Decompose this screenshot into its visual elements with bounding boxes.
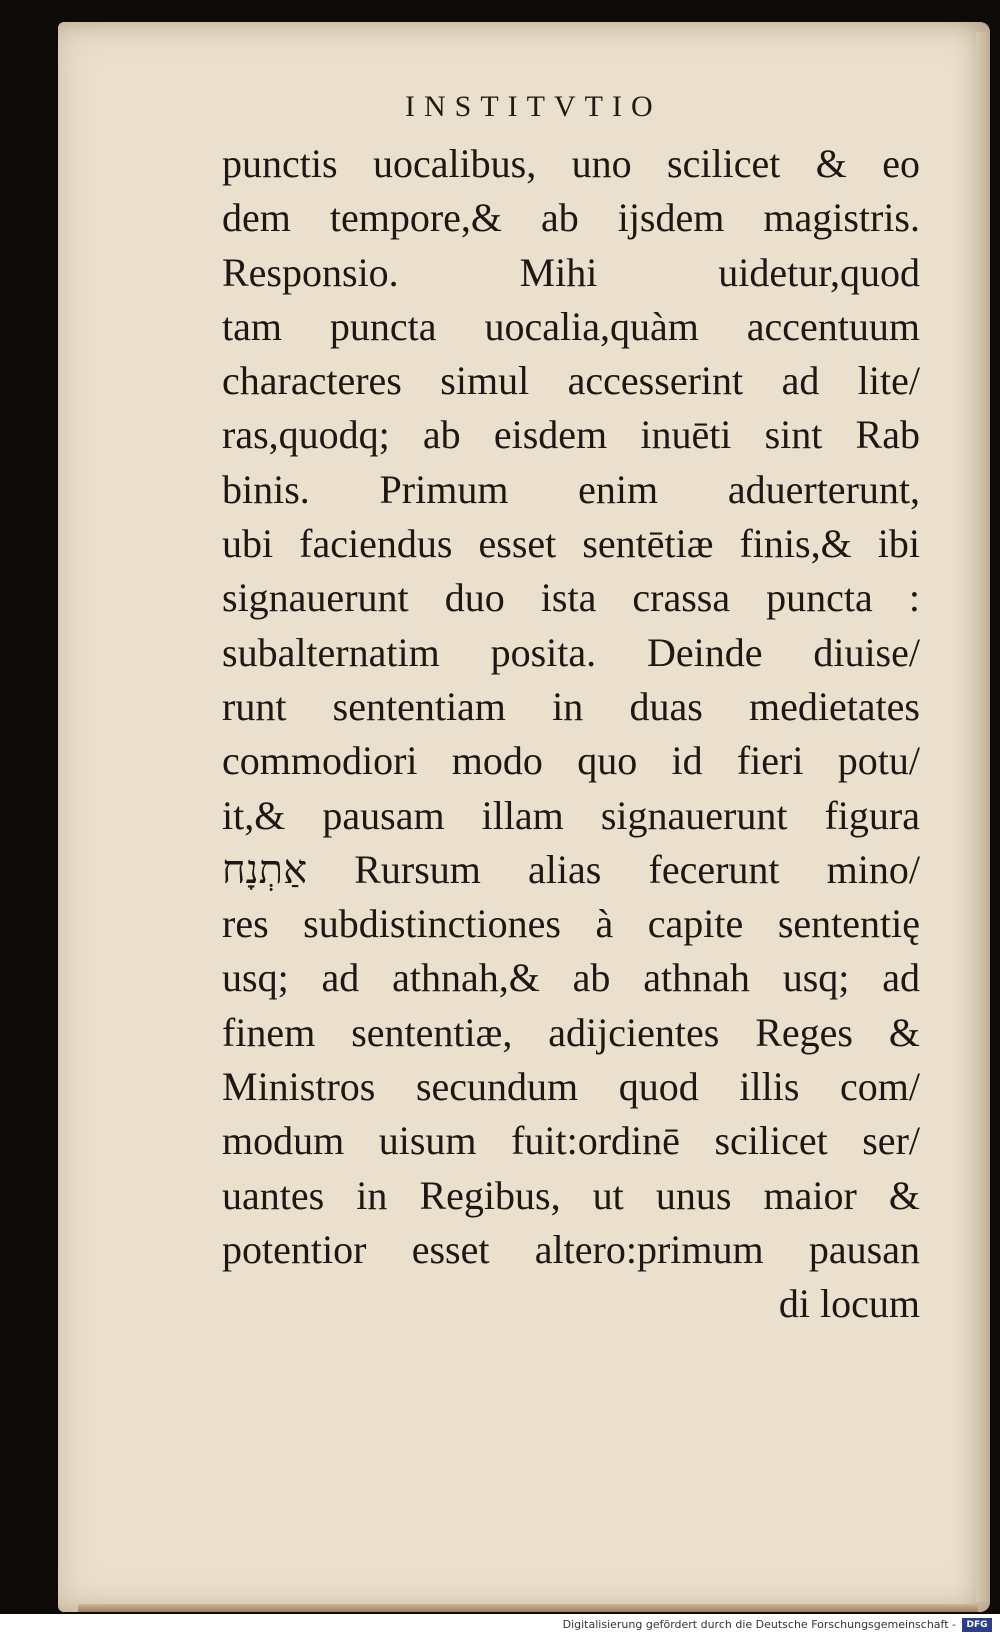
page-edge [976, 32, 990, 1602]
text-line: subalternatim posita. Deinde diuise/ [222, 629, 920, 675]
text-line: binis. Primum enim aduerterunt, [222, 466, 920, 512]
text-line: Ministros secundum quod illis com/ [222, 1064, 920, 1110]
text-line: runt sententiam in duas medietates [222, 683, 920, 729]
text-line: finem sententiæ, adijcientes Reges & [222, 1009, 920, 1055]
catchword: di locum [778, 1281, 920, 1327]
text-line: punctis uocalibus, uno scilicet & eo [222, 141, 920, 186]
text-line: dem tempore,& ab ijsdem magistris. [222, 195, 920, 241]
text-line: ubi faciendus esset sentētiæ finis,& ibi [222, 521, 920, 567]
text-block [222, 137, 920, 1332]
text-line: tam puncta uocalia,quàm accentuum [222, 303, 920, 349]
text-line: modum uisum fuit:ordinē scilicet ser/ [222, 1118, 920, 1164]
text-line: uantes in Regibus, ut unus maior & [222, 1172, 920, 1218]
dfg-logo[interactable]: DFG [962, 1618, 992, 1632]
text-line: אַתְנָח Rursum alias fecerunt mino/ [222, 846, 920, 892]
text-line: usq; ad athnah,& ab athnah usq; ad [222, 955, 920, 1001]
text-line: signauerunt duo ista crassa puncta : [222, 575, 920, 621]
text-line: ras,quodq; ab eisdem inuēti sint Rab [222, 412, 920, 458]
text-line: Responsio. Mihi uidetur,quod [222, 249, 920, 295]
footer-bar [0, 1614, 1000, 1638]
text-line: characteres simul accesserint ad lite/ [222, 358, 920, 404]
text-line: potentior esset altero:primum pausan [222, 1226, 920, 1272]
text-line: res subdistinctiones à capite sententię [222, 901, 920, 947]
text-line: it,& pausam illam signauerunt figura [222, 792, 920, 838]
text-line: commodiori modo quo id fieri potu/ [222, 738, 920, 784]
page-bottom-edge [78, 1604, 978, 1612]
footer-credit: Digitalisierung gefördert durch die Deutsche Forschungsgemeinschaft - [562, 1618, 956, 1631]
running-head: INSTITVTIO [405, 90, 662, 123]
